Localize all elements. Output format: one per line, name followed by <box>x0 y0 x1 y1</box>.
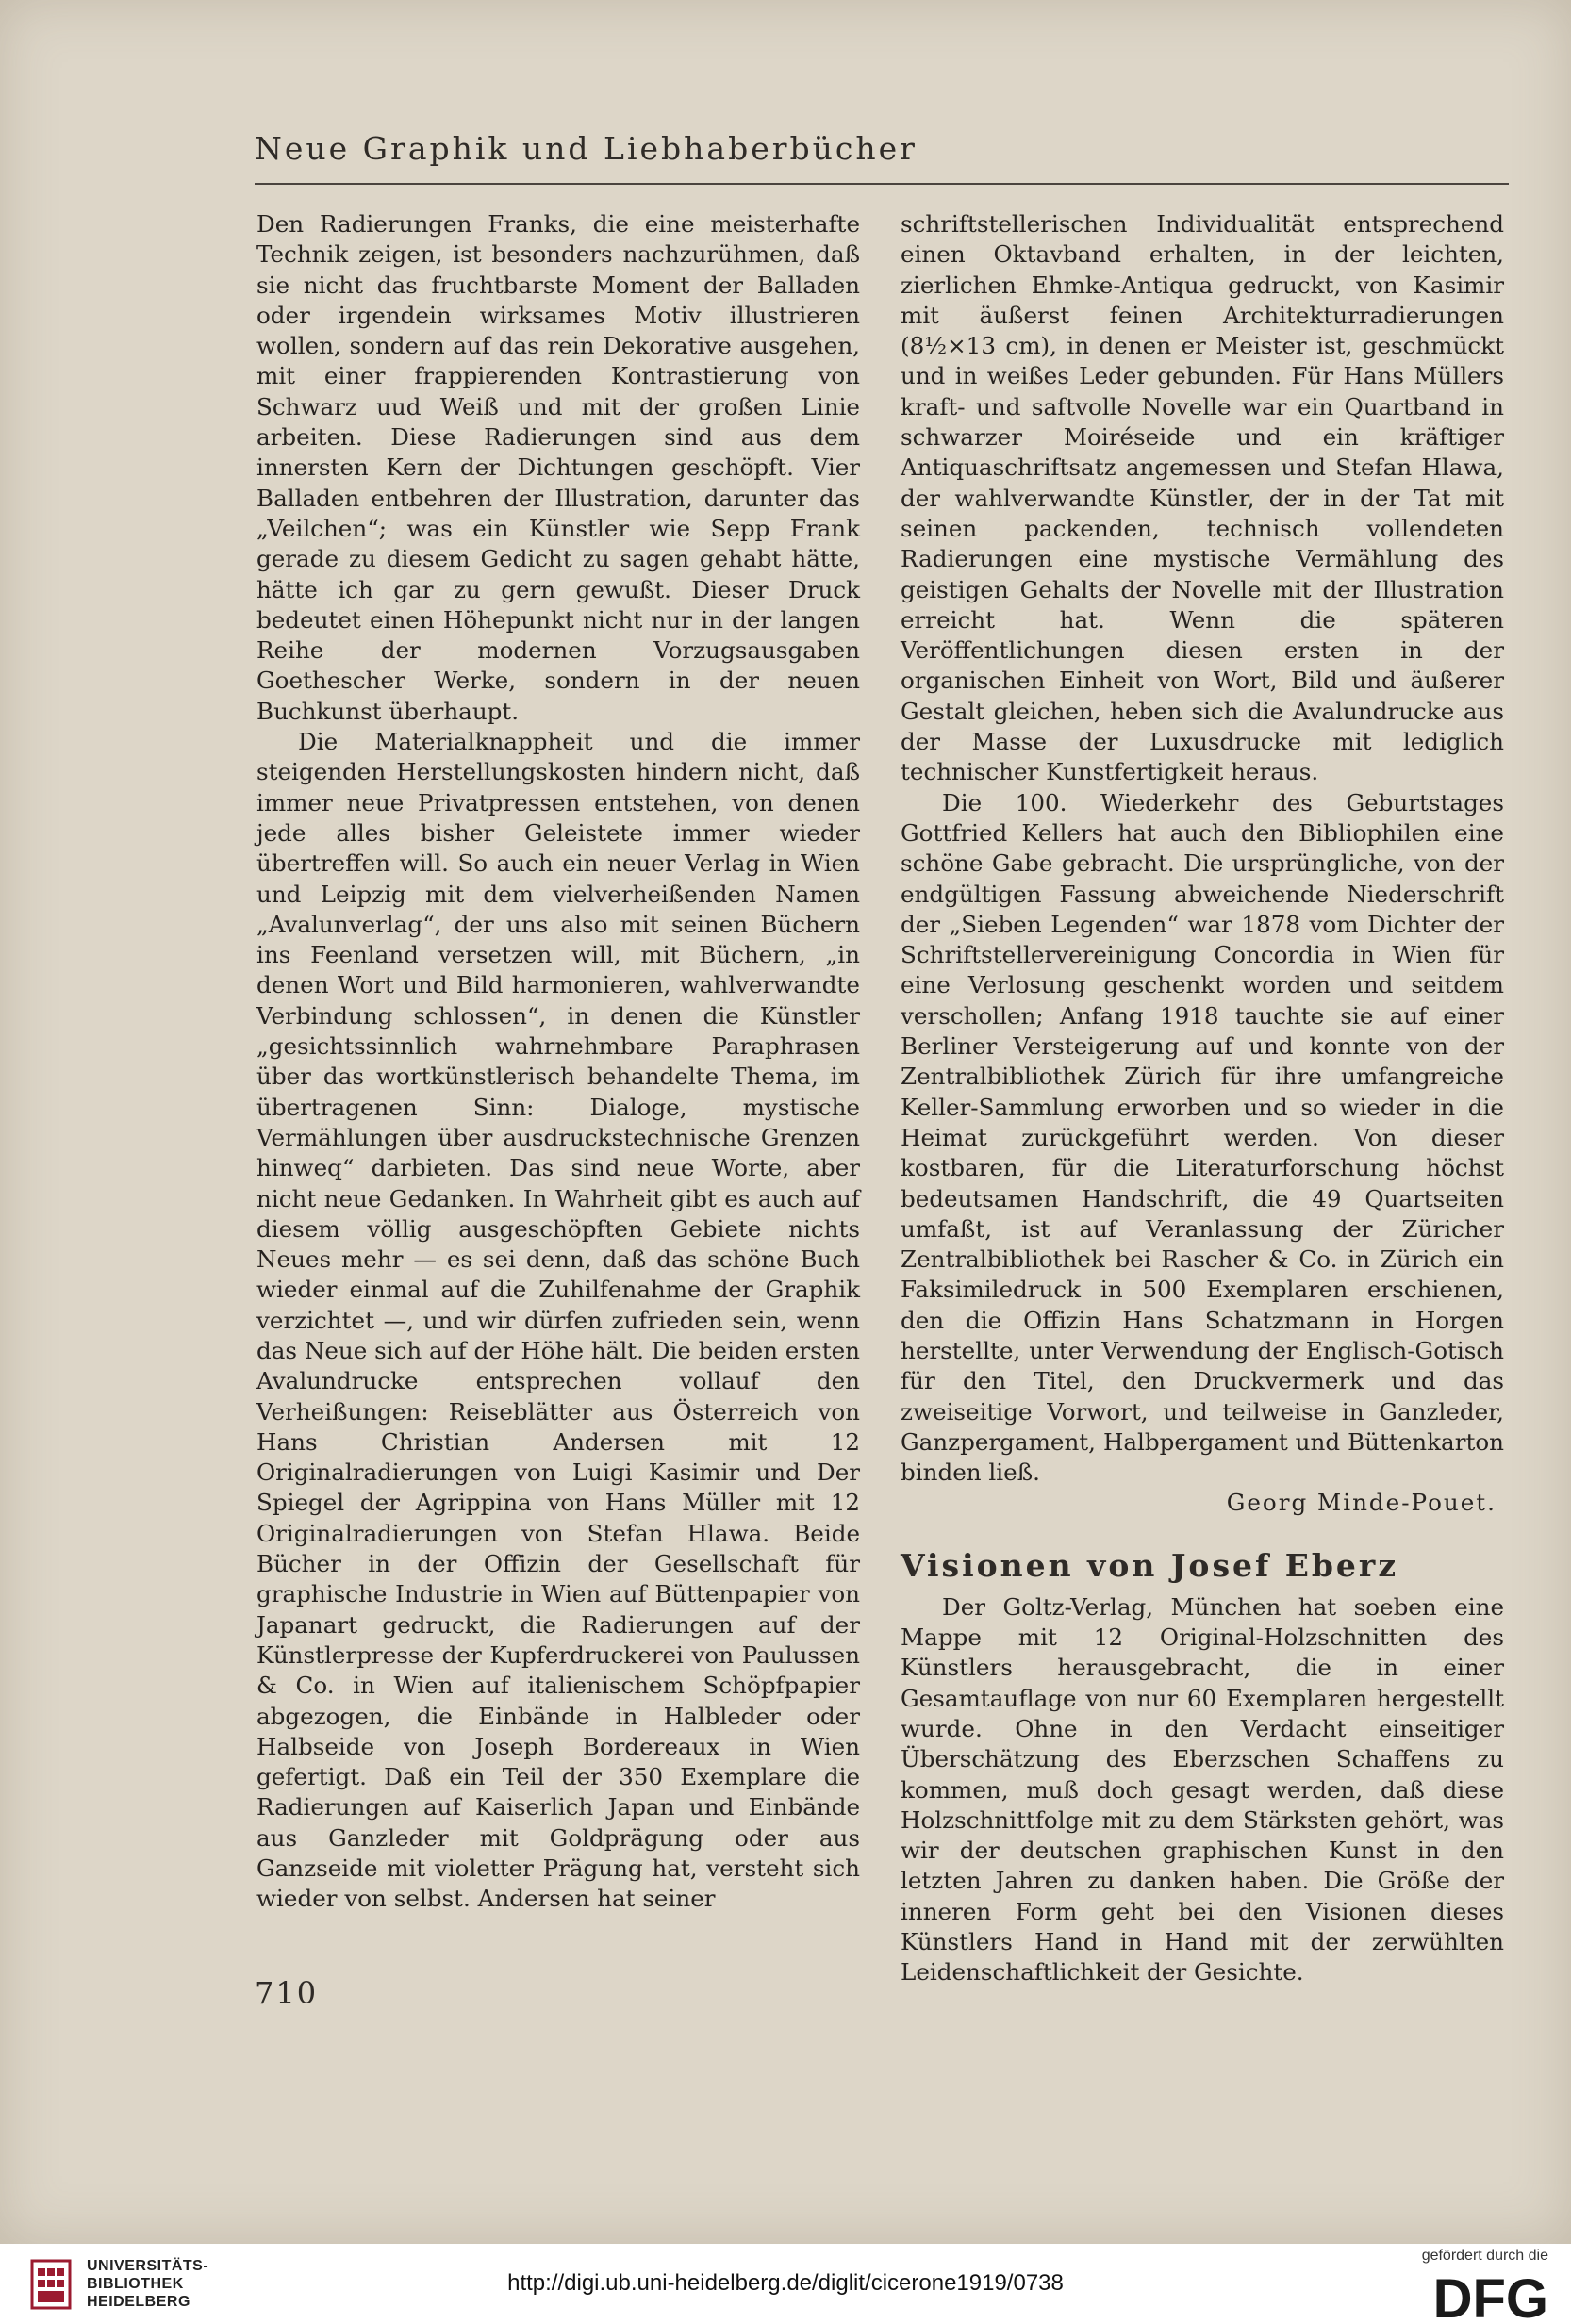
left-column <box>256 209 860 1915</box>
section-heading: Visionen von Josef Eberz <box>901 1546 1399 1584</box>
dfg-logo-icon <box>1388 2270 1548 2321</box>
library-name-line: UNIVERSITÄTS- <box>87 2258 209 2274</box>
library-name-line: HEIDELBERG <box>87 2294 190 2310</box>
paragraph: Den Radierungen Franks, die eine meisterhafte Technik zeigen, ist besonders nachzurühmen, daß sie nicht das fruchtbarste Moment der Balladen oder irgendein wirksames Motiv illustrieren wollen, sondern auf das rein Dekorative ausgehen, mit einer frappierenden Kontrastierung von Schwarz uud Weiß und mit der großen Linie arbeiten. Diese Radierungen sind aus dem innersten Kern der Dichtungen geschöpft. Vier Balladen entbehren der Illustration, darunter das „Veilchen“; was ein Künstler wie Sepp Frank gerade zu diesem Gedicht zu sagen gehabt hätte, hätte ich gar zu gern gewußt. Dieser Druck bedeutet einen Höhepunkt nicht nur in der langen Reihe der modernen Vorzugsausgaben Goethescher Werke, sondern in der neuen Buchkunst überhaupt. <box>256 210 860 725</box>
running-title: Neue Graphik und Liebhaberbücher <box>255 130 918 167</box>
library-name-line: BIBLIOTHEK <box>87 2276 184 2292</box>
paragraph: schriftstellerischen Individualität entsprechend einen Oktavband erhalten, in der leichten, zierlichen Ehmke-Antiqua gedruckt, von Kasimir mit äußerst feinen Architekturradierungen (8½×13 cm), in denen er Meister ist, geschmückt und in weißes Leder gebunden. Für Hans Müllers kraft- und saftvolle Novelle war ein Quartband in schwarzer Moiréseide und ein kräftiger Antiquaschriftsatz angemessen und Stefan Hlawa, der wahlverwandte Künstler, der in der Tat mit seinen packenden, technisch vollendeten Radierungen eine mystische Vermählung des geistigen Gehalts der Novelle mit der Illustration erreicht hat. Wenn die späteren Veröffentlichungen diesen ersten in der organischen Einheit von Wort, Bild und äußerer Gestalt gleichen, heben sich die Avalundrucke aus der Masse der Luxusdrucke mit lediglich technischer Kunstfertigkeit heraus. <box>901 210 1504 786</box>
paragraph: Die 100. Wiederkehr des Geburtstages Gottfried Kellers hat auch den Bibliophilen eine schöne Gabe gebracht. Die ursprüngliche, von der endgültigen Fassung abweichende Niederschrift der „Sieben Legenden“ war 1878 vom Dichter der Schriftstellervereinigung Concordia in Wien für eine Verlosung geschenkt worden und seitdem verschollen; Anfang 1918 tauchte sie auf einer Berliner Versteigerung auf und konnte von der Zentralbibliothek Zürich für ihre umfangreiche Keller-Sammlung erworben und so wieder in die Heimat zurückgeführt werden. Von dieser kostbaren, für die Literaturforschung höchst bedeutsamen Handschrift, die 49 Quartseiten umfaßt, ist auf Veranlassung der Züricher Zentralbibliothek bei Rascher & Co. in Zürich ein Faksimiledruck in 500 Exemplaren erschienen, den die Offizin Hans Schatzmann in Horgen herstellte, unter Verwendung der Englisch-Gotisch für den Titel, den Druckvermerk und das zweiseitige Vorwort, und teilweise in Ganzleder, Ganzpergament, Halbpergament und Büttenkarton binden ließ. <box>901 788 1504 1487</box>
header-rule <box>255 183 1509 185</box>
funder-caption: gefördert durch die <box>1421 2248 1548 2264</box>
author-signature: Georg Minde-Pouet. <box>1226 1489 1497 1517</box>
digitization-footer <box>0 2244 1571 2324</box>
paragraph: Der Goltz-Verlag, München hat soeben eine Mappe mit 12 Original-Holzschnitten des Künstlers herausgebracht, die in einer Gesamtauflage von nur 60 Exemplaren hergestellt wurde. Ohne in den Verdacht einseitiger Überschätzung des Eberzschen Schaffens zu kommen, muß doch gesagt werden, daß diese Holzschnittfolge mit zu dem Stärksten gehört, was wir der deutschen graphischen Kunst in den letzten Jahren zu danken haben. Die Größe der inneren Form geht bei den Visionen dieses Künstlers Hand in Hand mit der zerwühlten Leidenschaftlichkeit der Gesichte. <box>901 1592 1504 1986</box>
source-url-link[interactable]: http://digi.ub.uni-heidelberg.de/diglit/cicerone1919/0738 <box>507 2270 1064 2296</box>
paragraph: Die Materialknappheit und die immer steigenden Herstellungskosten hindern nicht, daß immer neue Privatpressen entstehen, von denen jede alles bisher Geleistete immer wieder übertreffen will. So auch ein neuer Verlag in Wien und Leipzig mit dem vielverheißenden Namen „Avalunverlag“, der uns also mit seinen Büchern ins Feenland versetzen will, mit Büchern, „in denen Wort und Bild harmonieren, wahlverwandte Verbindung schlossen“, in denen die Künstler „gesichtssinnlich wahrnehmbare Paraphrasen über das wortkünstlerisch behandelte Thema, im übertragenen Sinn: Dialoge, mystische Vermählungen über ausdruckstechnische Grenzen hinweq“ darbieten. Das sind neue Worte, aber nicht neue Gedanken. In Wahrheit gibt es auch auf diesem völlig ausgeschöpften Gebiete nichts Neues mehr — es sei denn, daß das schöne Buch wieder einmal auf die Zuhilfenahme der Graphik verzichtet —, und wir dürfen zufrieden sein, wenn das Neue sich auf der Höhe hält. Die beiden ersten Avalundrucke entsprechen vollauf den Verheißungen: Reiseblätter aus Österreich von Hans Christian Andersen mit 12 Originalradierungen von Luigi Kasimir und Der Spiegel der Agrippina von Hans Müller mit 12 Originalradierungen von Stefan Hlawa. Beide Bücher in der Offizin der Gesellschaft für graphische Industrie in Wien auf Büttenpapier von Japanart gedruckt, die Radierungen auf der Künstlerpresse der Kupferdruckerei von Paulussen & Co. in Wien auf italienischem Schöpfpapier abgezogen, die Einbände in Halbleder oder Halbseide von Joseph Bordereaux in Wien gefertigt. Daß ein Teil der 350 Exemplare die Radierungen auf Kaiserlich Japan und Einbände aus Ganzleder mit Goldprägung oder aus Ganzseide mit violetter Prägung hat, versteht sich wieder von selbst. Andersen hat seiner <box>256 728 860 1913</box>
right-column <box>901 209 1504 1988</box>
dfg-logo-text: DFG <box>1432 2270 1548 2321</box>
page-number: 710 <box>255 1975 319 2011</box>
